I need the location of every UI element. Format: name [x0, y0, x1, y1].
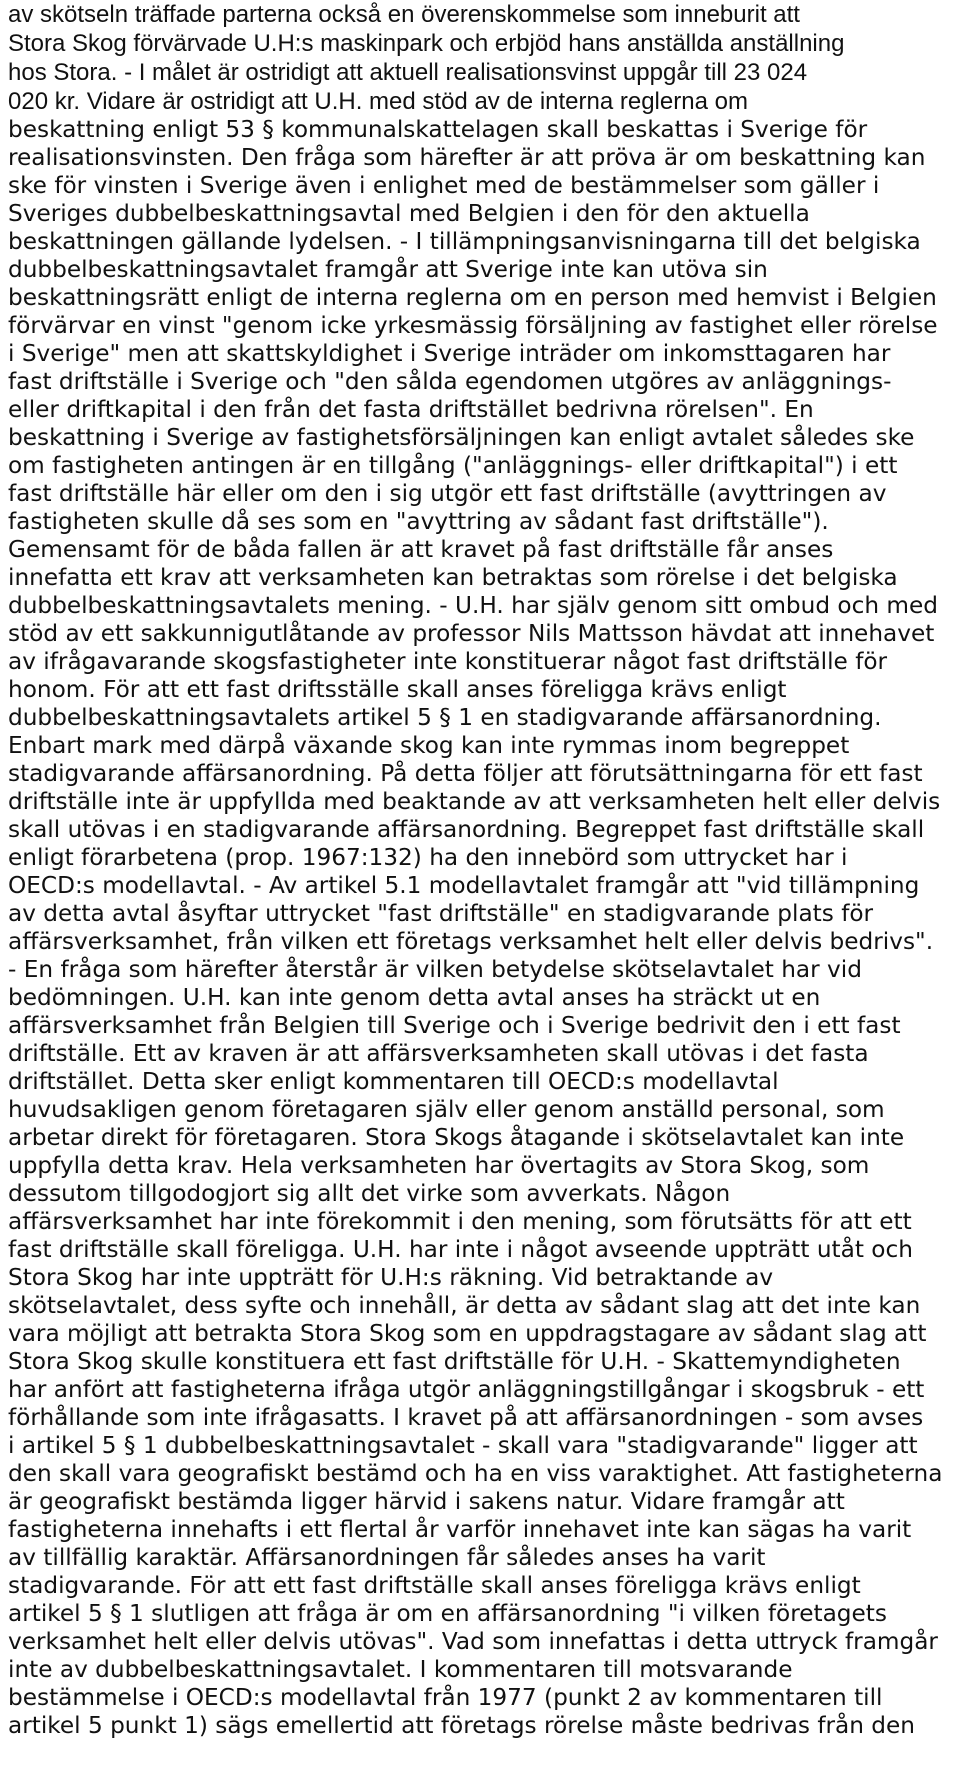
- text-line: dubbelbeskattningsavtalets artikel 5 § 1 en stadigvarande affärsanordning.: [8, 704, 882, 731]
- text-line: har anfört att fastigheterna ifråga utgör anläggningstillgångar i skogsbruk - ett: [8, 1376, 925, 1403]
- text-line: ske för vinsten i Sverige även i enlighet med de bestämmelser som gäller i: [8, 172, 880, 199]
- text-line: realisationsvinsten. Den fråga som härefter är att pröva är om beskattning kan: [8, 144, 926, 171]
- text-line: verksamhet helt eller delvis utövas". Vad som innefattas i detta uttryck framgår: [8, 1628, 938, 1655]
- text-line: i artikel 5 § 1 dubbelbeskattningsavtalet - skall vara "stadigvarande" ligger att: [8, 1432, 918, 1459]
- text-line: vara möjligt att betrakta Stora Skog som en uppdragstagare av sådant slag att: [8, 1320, 927, 1347]
- text-line: driftställe inte är uppfyllda med beaktande av att verksamheten helt eller delvis: [8, 788, 941, 815]
- text-line: - En fråga som härefter återstår är vilken betydelse skötselavtalet har vid: [8, 956, 862, 983]
- text-line: av detta avtal åsyftar uttrycket "fast driftställe" en stadigvarande plats för: [8, 900, 874, 927]
- text-line: driftställe. Ett av kraven är att affärsverksamheten skall utövas i det fasta: [8, 1040, 869, 1067]
- text-line: stadigvarande affärsanordning. På detta följer att förutsättningarna för ett fast: [8, 760, 923, 787]
- text-line: Stora Skog skulle konstituera ett fast driftställe för U.H. - Skattemyndigheten: [8, 1348, 901, 1375]
- text-line: dessutom tillgodogjort sig allt det virke som avverkats. Någon: [8, 1180, 731, 1207]
- text-line: beskattningsrätt enligt de interna reglerna om en person med hemvist i Belgien: [8, 284, 937, 311]
- text-line: skall utövas i en stadigvarande affärsanordning. Begreppet fast driftställe skall: [8, 816, 925, 843]
- text-line: dubbelbeskattningsavtalets mening. - U.H. har själv genom sitt ombud och med: [8, 592, 938, 619]
- text-line: enligt förarbetena (prop. 1967:132) ha den innebörd som uttrycket har i: [8, 844, 848, 871]
- text-line: affärsverksamhet, från vilken ett företags verksamhet helt eller delvis bedrivs".: [8, 928, 934, 955]
- text-line: av tillfällig karaktär. Affärsanordningen får således anses ha varit: [8, 1544, 766, 1571]
- text-line: Stora Skog förvärvade U.H:s maskinpark och erbjöd hans anställda anställning: [8, 30, 845, 57]
- text-line: beskattningen gällande lydelsen. - I tillämpningsanvisningarna till det belgiska: [8, 228, 921, 255]
- text-line: stöd av ett sakkunnigutlåtande av professor Nils Mattsson hävdat att innehavet: [8, 620, 935, 647]
- text-line: affärsverksamhet från Belgien till Sverige och i Sverige bedrivit den i ett fast: [8, 1012, 901, 1039]
- text-line: affärsverksamhet har inte förekommit i den mening, som förutsätts för att ett: [8, 1208, 912, 1235]
- text-line: beskattning i Sverige av fastighetsförsäljningen kan enligt avtalet således ske: [8, 424, 915, 451]
- text-line: dubbelbeskattningsavtalet framgår att Sverige inte kan utöva sin: [8, 256, 768, 283]
- text-line: bedömningen. U.H. kan inte genom detta avtal anses ha sträckt ut en: [8, 984, 821, 1011]
- text-line: bestämmelse i OECD:s modellavtal från 1977 (punkt 2 av kommentaren till: [8, 1684, 883, 1711]
- text-line: fastigheten skulle då ses som en "avyttring av sådant fast driftställe").: [8, 508, 829, 535]
- text-line: beskattning enligt 53 § kommunalskattelagen skall beskattas i Sverige för: [8, 116, 868, 143]
- text-line: fast driftställe skall föreligga. U.H. har inte i något avseende uppträtt utåt och: [8, 1236, 913, 1263]
- text-line: stadigvarande. För att ett fast driftställe skall anses föreligga krävs enligt: [8, 1572, 861, 1599]
- text-line: driftstället. Detta sker enligt kommentaren till OECD:s modellavtal: [8, 1068, 779, 1095]
- text-line: inte av dubbelbeskattningsavtalet. I kommentaren till motsvarande: [8, 1656, 793, 1683]
- text-line: fast driftställe här eller om den i sig utgör ett fast driftställe (avyttringen av: [8, 480, 887, 507]
- text-line: huvudsakligen genom företagaren själv eller genom anställd personal, som: [8, 1096, 885, 1123]
- text-line: eller driftkapital i den från det fasta driftstället bedrivna rörelsen". En: [8, 396, 814, 423]
- text-line: hos Stora. - I målet är ostridigt att aktuell realisationsvinst uppgår till 23 024: [8, 59, 808, 86]
- text-line: arbetar direkt för företagaren. Stora Skogs åtagande i skötselavtalet kan inte: [8, 1124, 905, 1151]
- text-line: om fastigheten antingen är en tillgång ("anläggnings- eller driftkapital") i ett: [8, 452, 898, 479]
- text-line: OECD:s modellavtal. - Av artikel 5.1 modellavtalet framgår att "vid tillämpning: [8, 872, 920, 899]
- text-line: fast driftställe i Sverige och "den sålda egendomen utgöres av anläggnings-: [8, 368, 892, 395]
- document-page: [8, 0, 952, 1784]
- text-line: Enbart mark med därpå växande skog kan inte rymmas inom begreppet: [8, 732, 850, 759]
- text-line: artikel 5 § 1 slutligen att fråga är om en affärsanordning "i vilken företagets: [8, 1600, 887, 1627]
- text-line: honom. För att ett fast driftsställe skall anses föreligga krävs enligt: [8, 676, 787, 703]
- text-line: fastigheterna innehafts i ett flertal år varför innehavet inte kan sägas ha varit: [8, 1516, 912, 1543]
- text-line: förvärvar en vinst "genom icke yrkesmässig försäljning av fastighet eller rörelse: [8, 312, 938, 339]
- text-line: i Sverige" men att skattskyldighet i Sverige inträder om inkomsttagaren har: [8, 340, 891, 367]
- text-line: förhållande som inte ifrågasatts. I kravet på att affärsanordningen - som avses: [8, 1404, 924, 1431]
- text-line: är geografiskt bestämda ligger härvid i sakens natur. Vidare framgår att: [8, 1488, 845, 1515]
- text-line: av skötseln träffade parterna också en överenskommelse som inneburit att: [8, 1, 800, 28]
- text-line: uppfylla detta krav. Hela verksamheten har övertagits av Stora Skog, som: [8, 1152, 870, 1179]
- text-line: 020 kr. Vidare är ostridigt att U.H. med stöd av de interna reglerna om: [8, 88, 748, 115]
- text-line: skötselavtalet, dess syfte och innehåll, är detta av sådant slag att det inte kan: [8, 1292, 921, 1319]
- text-line: Sveriges dubbelbeskattningsavtal med Belgien i den för den aktuella: [8, 200, 810, 227]
- text-line: Stora Skog har inte uppträtt för U.H:s räkning. Vid betraktande av: [8, 1264, 774, 1291]
- text-line: av ifrågavarande skogsfastigheter inte konstituerar något fast driftställe för: [8, 648, 888, 675]
- text-line: den skall vara geografiskt bestämd och ha en viss varaktighet. Att fastigheterna: [8, 1460, 943, 1487]
- text-line: Gemensamt för de båda fallen är att kravet på fast driftställe får anses: [8, 536, 834, 563]
- text-line: innefatta ett krav att verksamheten kan betraktas som rörelse i det belgiska: [8, 564, 898, 591]
- text-line: artikel 5 punkt 1) sägs emellertid att företags rörelse måste bedrivas från den: [8, 1712, 915, 1739]
